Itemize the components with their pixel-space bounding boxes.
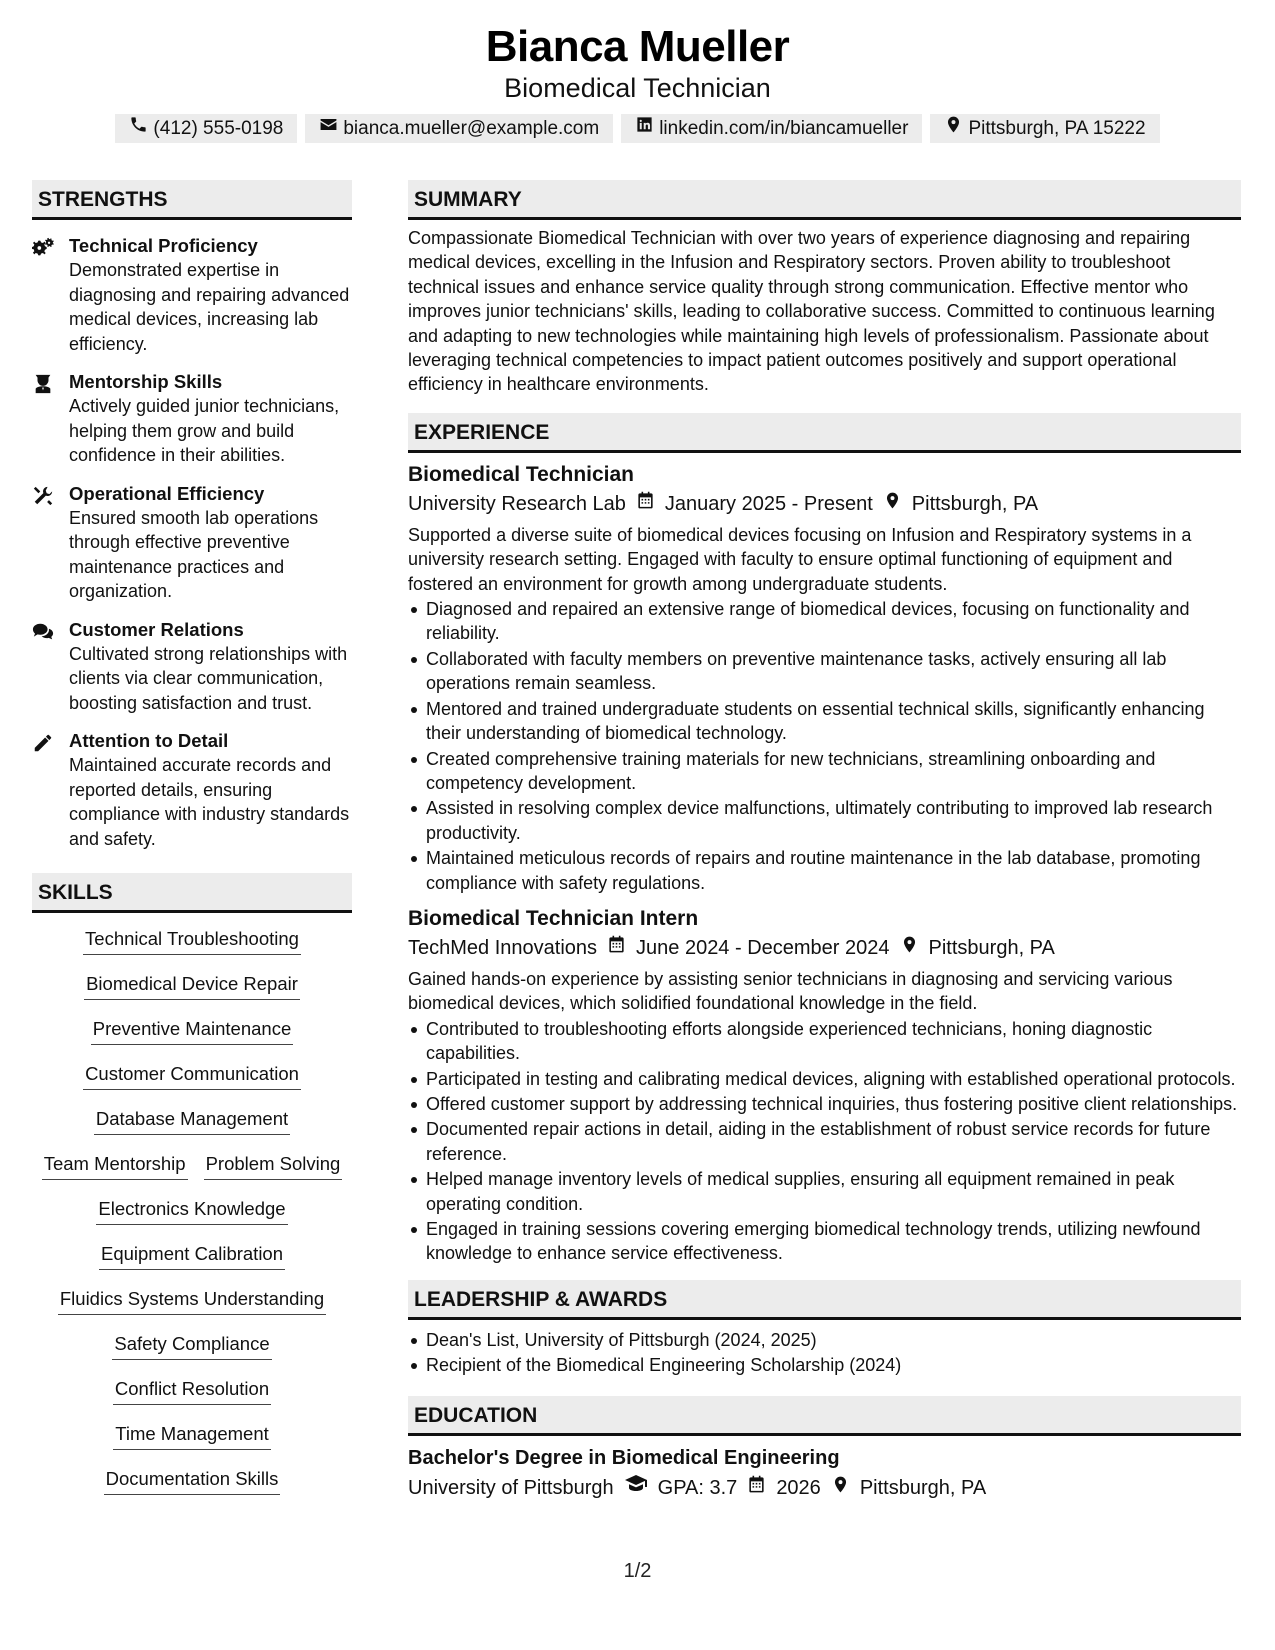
job-location: Pittsburgh, PA (928, 936, 1055, 959)
graduation-cap-icon (624, 1472, 648, 1505)
degree-title: Bachelor's Degree in Biomedical Engineering (408, 1446, 840, 1469)
linkedin-icon (635, 114, 654, 143)
list-item: Participated in testing and calibrating medical devices, aligning with established operational protocols. (408, 1067, 1241, 1091)
page-number: 1/2 (623, 1560, 652, 1582)
skill-tag: Team Mentorship (42, 1152, 188, 1180)
strength-desc: Ensured smooth lab operations through effective preventive maintenance practices and organization. (69, 507, 319, 601)
job-bullets (408, 597, 1241, 895)
skill-tag: Fluidics Systems Understanding (58, 1287, 326, 1315)
list-item: Helped manage inventory levels of medical supplies, ensuring all equipment remained in peak operating condition. (408, 1167, 1241, 1216)
job-dates: January 2025 - Present (664, 492, 873, 515)
list-item: Recipient of the Biomedical Engineering Scholarship (2024) (408, 1353, 1241, 1377)
list-item: Engaged in training sessions covering emerging biomedical technology trends, utilizing newfound knowledge to enhance service effectiveness. (408, 1217, 1241, 1266)
list-item: Mentored and trained undergraduate students on essential technical skills, significantly enhancing their understanding of biomedical technology. (408, 697, 1241, 746)
list-item: Created comprehensive training materials for new technicians, streamlining onboarding and competency development. (408, 747, 1241, 796)
gpa-text: GPA: 3.7 (657, 1477, 738, 1500)
job-location: Pittsburgh, PA (911, 492, 1039, 515)
strength-item (32, 482, 352, 604)
school-name: University of Pittsburgh (408, 1477, 614, 1500)
phone-chip[interactable] (115, 114, 297, 143)
linkedin-text: linkedin.com/in/biancamueller (659, 118, 909, 139)
strengths-heading: STRENGTHS (32, 180, 352, 220)
strength-desc: Demonstrated expertise in diagnosing and repairing advanced medical devices, increasing lab efficiency. (69, 260, 350, 354)
skill-tag: Conflict Resolution (113, 1377, 271, 1405)
strengths-list (32, 234, 352, 851)
list-item: Collaborated with faculty members on preventive maintenance tasks, actively ensuring all lab operations remain seamless. (408, 647, 1241, 696)
location-chip (930, 114, 1159, 143)
strength-item (32, 618, 352, 716)
strength-desc: Maintained accurate records and reported details, ensuring compliance with industry standards and safety. (69, 755, 350, 849)
linkedin-chip[interactable] (621, 114, 922, 143)
job-company: TechMed Innovations (408, 936, 598, 959)
skills-list (32, 927, 352, 1512)
summary-heading: SUMMARY (408, 180, 1241, 220)
skill-tag: Safety Compliance (112, 1332, 271, 1360)
strength-item (32, 234, 352, 356)
strength-title: Mentorship Skills (69, 371, 223, 392)
resume-header (0, 0, 1275, 143)
job-description: Gained hands-on experience by assisting senior technicians in diagnosing and servicing various biomedical devices, which solidified foundational knowledge in the field. (408, 968, 1173, 1014)
calendar-icon (607, 933, 626, 963)
list-item: Diagnosed and repaired an extensive range of biomedical devices, focusing on functionality and reliability. (408, 597, 1241, 646)
email-text: bianca.mueller@example.com (343, 118, 600, 139)
job-company: University Research Lab (408, 492, 626, 515)
skill-tag: Problem Solving (204, 1152, 343, 1180)
skill-tag: Equipment Calibration (99, 1242, 285, 1270)
email-chip[interactable] (305, 114, 613, 143)
job-bullets (408, 1017, 1241, 1266)
map-pin-icon (831, 1473, 850, 1503)
map-pin-icon (944, 114, 963, 143)
awards-heading: LEADERSHIP & AWARDS (408, 1280, 1241, 1320)
envelope-icon (319, 114, 338, 143)
job-entry (408, 905, 1241, 1266)
list-item: Documented repair actions in detail, aiding in the establishment of robust service records for future reference. (408, 1117, 1241, 1166)
skill-tag: Biomedical Device Repair (84, 972, 300, 1000)
list-item: Assisted in resolving complex device malfunctions, ultimately contributing to improved lab research productivity. (408, 796, 1241, 845)
strength-title: Customer Relations (69, 618, 244, 640)
strength-item (32, 729, 352, 851)
calendar-icon (636, 489, 655, 519)
skill-tag: Documentation Skills (104, 1467, 281, 1495)
tools-icon (32, 482, 69, 604)
education-meta (408, 1472, 1241, 1505)
summary-text: Compassionate Biomedical Technician with over two years of experience diagnosing and repairing medical devices, excelling in the Infusion and Respiratory sectors. Proven ability to troubleshoot technical issues and enhance service quality through strong communication. Effective mentor who improves junior technicians' skills, leading to collaborative success. Committed to continuous learning and adapting to new technologies while maintaining high levels of professionalism. Passionate about leveraging technical competencies to impact patient outcomes positively and support operational efficiency in healthcare environments. (408, 228, 1215, 395)
candidate-title: Biomedical Technician (504, 73, 771, 103)
graduation-year: 2026 (776, 1477, 821, 1500)
job-dates: June 2024 - December 2024 (636, 936, 890, 959)
strength-desc: Cultivated strong relationships with clients via clear communication, boosting satisfaction and trust. (69, 643, 348, 713)
job-title: Biomedical Technician (408, 462, 635, 486)
phone-text: (412) 555-0198 (153, 118, 284, 139)
job-entry (408, 461, 1241, 895)
job-meta (408, 489, 1241, 519)
job-description: Supported a diverse suite of biomedical devices focusing on Infusion and Respiratory systems in a university research setting. Engaged with faculty to ensure optimal functioning of equipment and fostered an environment for growth among undergraduate students. (408, 524, 1192, 594)
school-location: Pittsburgh, PA (859, 1477, 987, 1500)
pencil-icon (32, 729, 69, 851)
right-column (408, 180, 1241, 1505)
strength-desc: Actively guided junior technicians, helping them grow and build confidence in their abilities. (69, 396, 340, 465)
graduate-icon (32, 370, 69, 468)
list-item: Offered customer support by addressing technical inquiries, thus fostering positive client relationships. (408, 1092, 1241, 1116)
map-pin-icon (883, 489, 902, 519)
map-pin-icon (900, 933, 919, 963)
strength-item (32, 370, 352, 468)
job-title: Biomedical Technician Intern (408, 906, 699, 930)
skill-tag: Technical Troubleshooting (83, 927, 301, 955)
experience-heading: EXPERIENCE (408, 413, 1241, 453)
education-heading: EDUCATION (408, 1396, 1241, 1436)
skill-tag: Customer Communication (83, 1062, 301, 1090)
strength-title: Operational Efficiency (69, 482, 265, 504)
strength-title: Attention to Detail (69, 730, 229, 751)
list-item: Contributed to troubleshooting efforts alongside experienced technicians, honing diagnostic capabilities. (408, 1017, 1241, 1066)
gears-icon (32, 234, 69, 356)
skill-tag: Electronics Knowledge (96, 1197, 287, 1225)
contact-bar (0, 114, 1275, 143)
skills-heading: SKILLS (32, 873, 352, 913)
candidate-name: Bianca Mueller (485, 22, 790, 71)
comments-icon (32, 618, 69, 716)
phone-icon (129, 114, 148, 143)
awards-list (408, 1328, 1241, 1378)
location-text: Pittsburgh, PA 15222 (968, 118, 1146, 139)
left-column (32, 180, 352, 1512)
strength-title: Technical Proficiency (69, 235, 258, 256)
list-item: Maintained meticulous records of repairs and routine maintenance in the lab database, promoting compliance with safety regulations. (408, 846, 1241, 895)
job-meta (408, 933, 1241, 963)
skill-tag: Database Management (94, 1107, 290, 1135)
list-item: Dean's List, University of Pittsburgh (2024, 2025) (408, 1328, 1241, 1352)
skill-tag: Time Management (113, 1422, 271, 1450)
skill-tag: Preventive Maintenance (91, 1017, 293, 1045)
calendar-icon (747, 1473, 766, 1503)
